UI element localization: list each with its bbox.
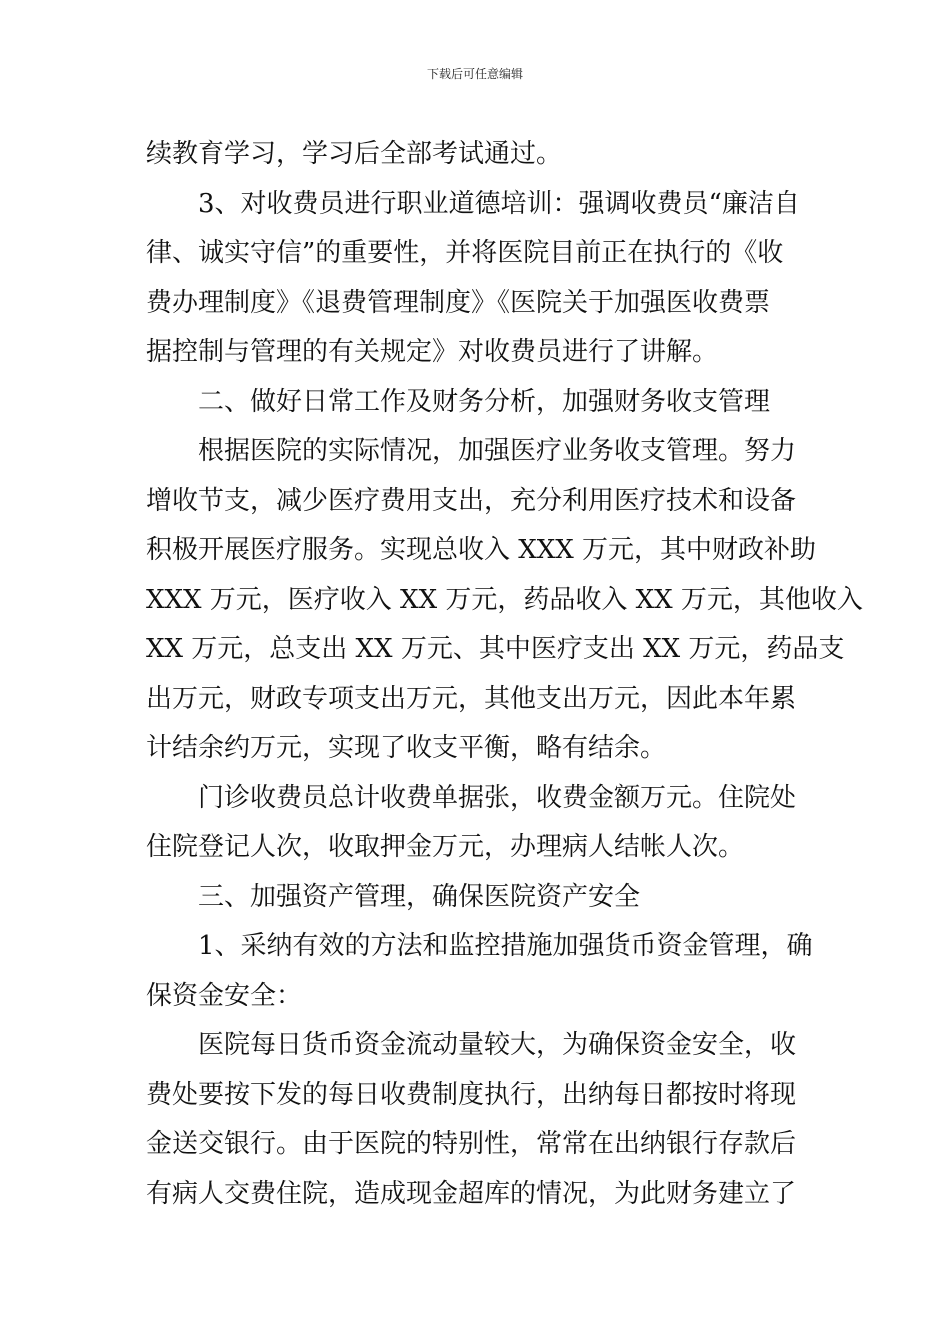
paragraph [146,922,813,1021]
text-line: 积极开展医疗服务。实现总收入 XXX 万元，其中财政补助 [146,535,817,565]
paragraph [146,180,808,378]
text-line: 律、诚实守信”的重要性，并将医院目前正在执行的《收 [146,238,784,268]
text-line: 费处要按下发的每日收费制度执行，出纳每日都按时将现 [146,1079,797,1110]
text-line: 三、加强资产管理，确保医院资产安全 [198,881,641,912]
document-body [146,130,863,1219]
paragraph [146,427,863,774]
text-line: XXX 万元，医疗收入 XX 万元，药品收入 XX 万元，其他收入 [146,584,863,615]
text-line: 费办理制度》《退费管理制度》《医院关于加强医收费票 [146,287,771,318]
text-line: 医院每日货币资金流动量较大，为确保资金安全，收 [198,1030,797,1060]
text-line: 3、对收费员进行职业道德培训：强调收费员“廉洁自 [198,188,800,219]
text-line: 金送交银行。由于医院的特别性，常常在出纳银行存款后 [146,1129,797,1159]
text-line: 保资金安全： [146,980,303,1011]
text-line: 续教育学习，学习后全部考试通过。 [146,139,563,169]
text-line: 住院登记人次，收取押金万元，办理病人结帐人次。 [146,832,745,862]
paragraph [146,130,808,180]
text-line: 二、做好日常工作及财务分析，加强财务收支管理 [198,386,771,417]
text-line: 有病人交费住院，造成现金超库的情况，为此财务建立了 [146,1178,797,1209]
text-line: 出万元，财政专项支出万元，其他支出万元，因此本年累 [146,683,797,714]
text-line: 据控制与管理的有关规定》对收费员进行了讲解。 [146,337,719,367]
text-line: 1、采纳有效的方法和监控措施加强货币资金管理，确 [198,931,813,961]
section-heading [146,378,808,428]
text-line: 门诊收费员总计收费单据张，收费金额万元。住院处 [198,782,797,813]
text-line: XX 万元，总支出 XX 万元、其中医疗支出 XX 万元，药品支 [146,634,845,664]
text-line: 增收节支，减少医疗费用支出，充分利用医疗技术和设备 [146,485,797,516]
text-line: 计结余约万元，实现了收支平衡，略有结余。 [146,733,667,763]
paragraph [146,774,808,873]
text-line: 根据医院的实际情况，加强医疗业务收支管理。努力 [198,436,797,466]
section-heading [146,873,808,923]
paragraph [146,1021,808,1219]
page-header: 下载后可任意编辑 [426,67,523,81]
